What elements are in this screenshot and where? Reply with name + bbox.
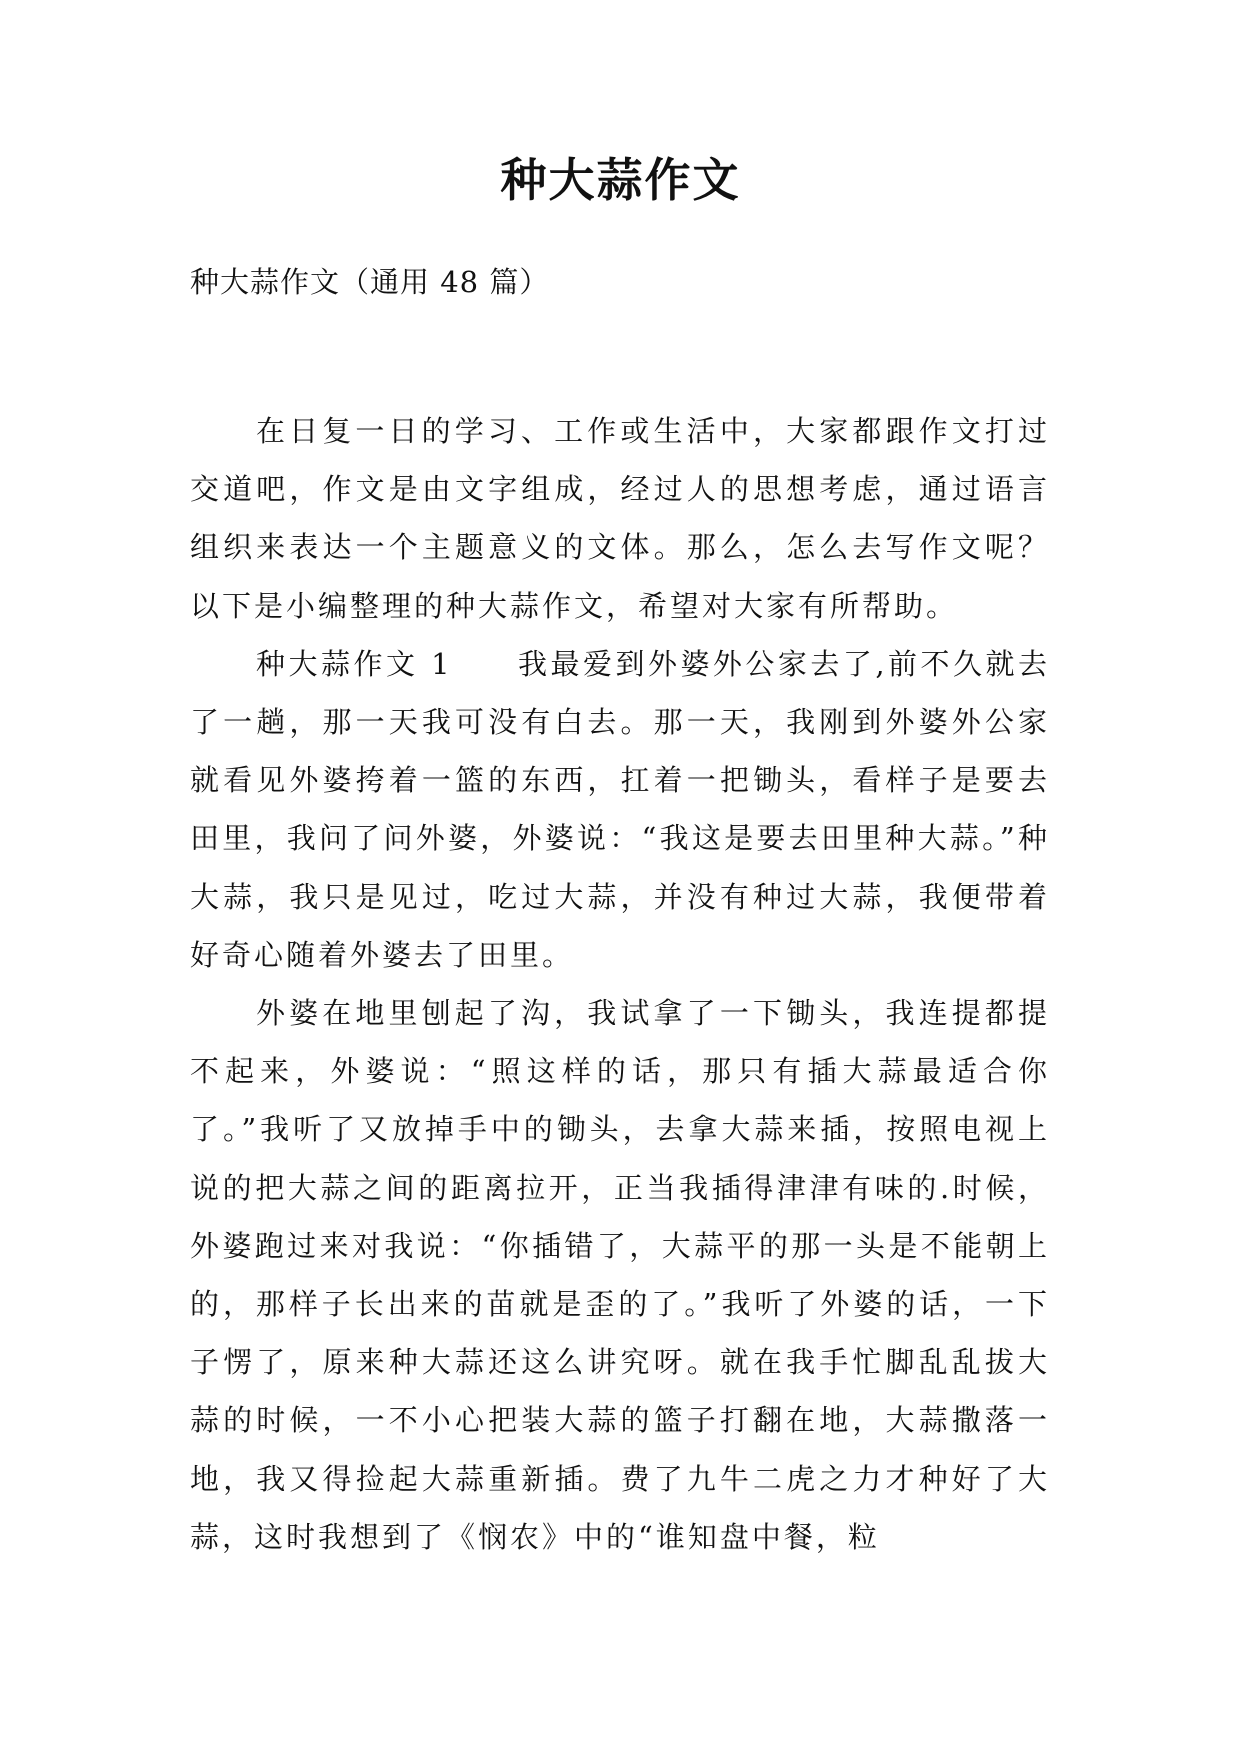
- document-subtitle: 种大蒜作文（通用 48 篇）: [190, 265, 550, 299]
- paragraph-essay-1-continued: 外婆在地里刨起了沟，我试拿了一下锄头，我连提都提不起来，外婆说：“照这样的话，那只有插大蒜最适合你了。”我听了又放掉手中的锄头，去拿大蒜来插，按照电视上说的把大蒜之间的距离拉开，正当我插得津津有味的.时候，外婆跑过来对我说：“你插错了，大蒜平的那一头是不能朝上的，那样子长出来的苗就是歪的了。”我听了外婆的话，一下子愣了，原来种大蒜还这么讲究呀。就在我手忙脚乱乱拔大蒜的时候，一不小心把装大蒜的篮子打翻在地，大蒜撒落一地，我又得捡起大蒜重新插。费了九牛二虎之力才种好了大蒜，这时我想到了《悯农》中的“谁知盘中餐，粒: [190, 996, 1050, 1554]
- document-title: 种大蒜作文: [500, 153, 741, 207]
- paragraph-essay-1-start: 种大蒜作文 1 我最爱到外婆外公家去了,前不久就去了一趟，那一天我可没有白去。那一天，我刚到外婆外公家就看见外婆挎着一篮的东西，扛着一把锄头，看样子是要去田里，我问了问外婆，外婆说：“我这是要去田里种大蒜。”种大蒜，我只是见过，吃过大蒜，并没有种过大蒜，我便带着好奇心随着外婆去了田里。: [190, 646, 1050, 972]
- document-body: [190, 402, 1050, 1566]
- paragraph-intro: 在日复一日的学习、工作或生活中，大家都跟作文打过交道吧，作文是由文字组成，经过人的思想考虑，通过语言组织来表达一个主题意义的文体。那么，怎么去写作文呢？以下是小编整理的种大蒜作文，希望对大家有所帮助。: [190, 414, 1050, 623]
